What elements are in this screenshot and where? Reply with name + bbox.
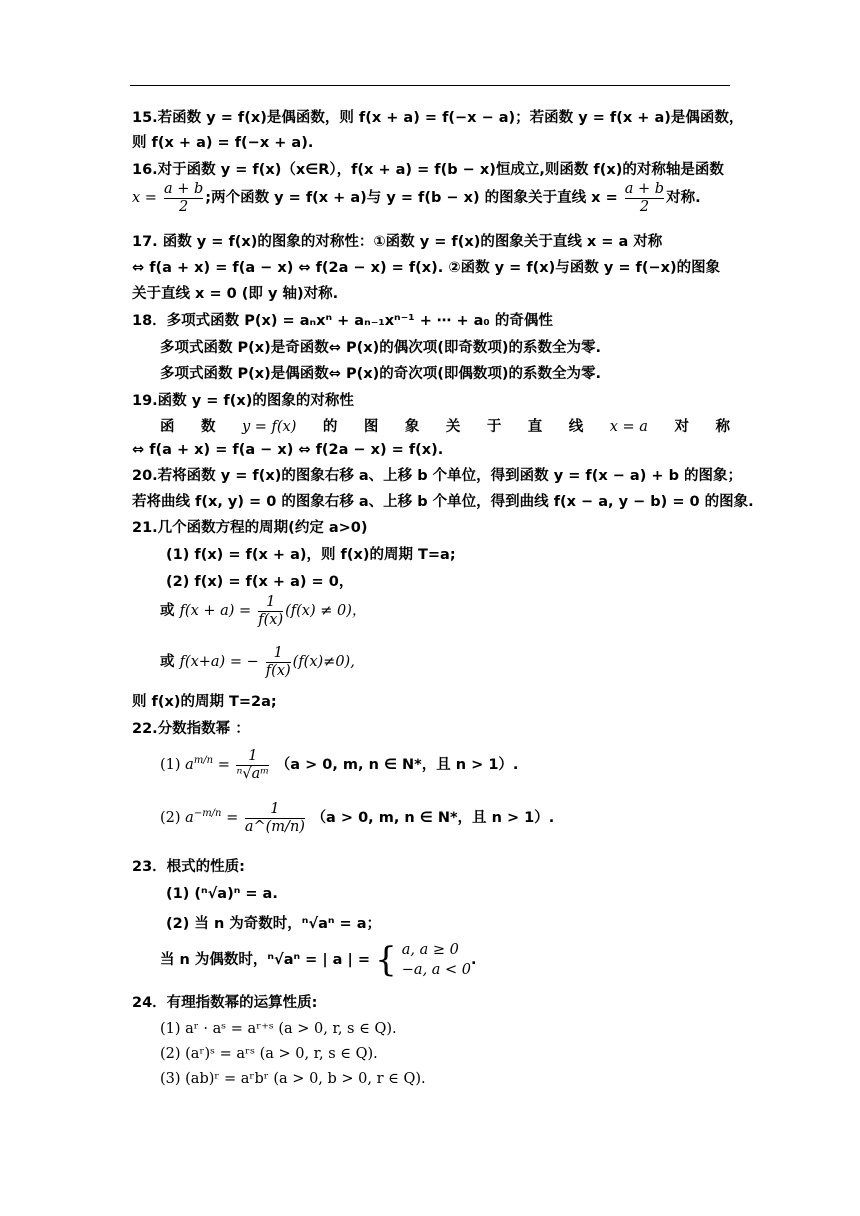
item-21-or-label: 或 [160, 603, 175, 619]
item-16-end-text: 对称. [666, 190, 701, 206]
item-19-word: 线 [568, 419, 584, 435]
fraction-numerator: 1 [266, 593, 276, 610]
item-16-line-2 [132, 180, 730, 216]
fraction-denominator: f(x) [265, 662, 291, 679]
item-19-word: 直 [527, 419, 543, 435]
item-21-or-label: 或 [160, 654, 175, 670]
item-21-case-2: (2) f(x) = f(x + a) = 0， [166, 574, 354, 590]
item-17-line-3: 关于直线 x = 0 (即 y 轴)对称. [132, 286, 339, 302]
item-19-line-1: 19.函数 y = f(x)的图象的对称性 [132, 393, 354, 409]
item-22-fraction-2 [245, 801, 305, 836]
item-21-case-3-cond: (f(x) ≠ 0)， [285, 603, 367, 619]
item-24-title: 24．有理指数幂的运算性质: [132, 995, 318, 1011]
item-16-x-eq: x = [132, 190, 157, 206]
formula-label: (2) [160, 810, 181, 826]
item-23-title: 23．根式的性质: [132, 859, 245, 875]
item-19-word: 关 [445, 419, 461, 435]
formula-label: (1) [160, 757, 181, 773]
item-19-word: 对 [674, 419, 689, 435]
item-17-line-2: ⇔ f(a + x) = f(a − x) ⇔ f(2a − x) = f(x). ②函数 y = f(x)与函数 y = f(−x)的图象 [132, 260, 721, 276]
left-brace-icon: { [375, 940, 397, 980]
item-16-mid-text: ;两个函数 y = f(x + a)与 y = f(b − x) 的图象关于直线 x = [205, 190, 618, 206]
fraction-numerator: 1 [273, 644, 283, 661]
item-23-rule-1: (1) (ⁿ√a)ⁿ = a. [166, 886, 278, 902]
power-base: a [185, 757, 194, 773]
item-16-fraction-2 [625, 181, 664, 216]
item-21-case-3-fraction [258, 594, 283, 629]
item-24-property-3: (3) (ab)ʳ = aʳbʳ (a > 0, b > 0, r ∈ Q). [160, 1071, 426, 1087]
fraction-denominator: f(x) [258, 611, 284, 628]
item-19-word: 的 [322, 419, 338, 435]
item-15-line-1: 15.若函数 y = f(x)是偶函数，则 f(x + a) = f(−x − a)；若函数 y = f(x + a)是偶函数， [132, 110, 744, 126]
item-19-word: y = f(x) [241, 419, 297, 435]
item-19-word: 象 [404, 419, 420, 435]
fraction-numerator: a + b [624, 180, 665, 197]
item-20-line-1: 20.若将函数 y = f(x)的图象右移 a、上移 b 个单位，得到函数 y = f(x − a) + b 的图象； [132, 468, 743, 484]
item-23-rule-3 [160, 938, 758, 982]
item-21-case-1: (1) f(x) = f(x + a)，则 f(x)的周期 T=a; [166, 547, 456, 563]
fraction-denominator: 2 [625, 198, 664, 216]
item-19-word: 函 [160, 419, 175, 435]
fraction-denominator: a^(m/n) [244, 818, 305, 835]
item-21-title: 21.几个函数方程的周期(约定 a>0) [132, 520, 368, 536]
power-exponent: −m/n [193, 808, 222, 820]
fraction-denominator: ⁿ√aᵐ [236, 765, 270, 782]
item-19-word: x = a [609, 419, 648, 435]
item-19-word: 图 [363, 419, 379, 435]
item-23-rule-3-end: . [471, 952, 477, 968]
item-21-case-4 [160, 644, 758, 680]
item-19-word: 数 [200, 419, 216, 435]
item-22-formula-2: (2) $a^{-m/n}$ = $\frac{1}{a\^{}(m/n)}$ （a > 0, m, n ∈ N*，且 n > 1）. [160, 800, 555, 835]
item-19-line-3: ⇔ f(a + x) = f(a − x) ⇔ f(2a − x) = f(x). [132, 442, 444, 458]
item-19-line-2 [160, 417, 730, 437]
power-exponent: m/n [193, 755, 214, 767]
power-base: a [185, 810, 194, 826]
piecewise-cases [402, 940, 471, 980]
item-21-case-3-lhs: f(x + a) = [179, 603, 252, 619]
case-line: −a, a < 0 [401, 962, 472, 978]
item-24-property-1: (1) aʳ · aˢ = aʳ⁺ˢ (a > 0, r, s ∈ Q). [160, 1021, 397, 1037]
item-21-conclusion: 则 f(x)的周期 T=2a; [132, 694, 277, 710]
header-rule [130, 85, 730, 86]
item-21-case-4-lhs: f(x+a) = − [179, 654, 259, 670]
item-23-rule-3-lhs: 当 n 为偶数时，ⁿ√aⁿ = | a | = [160, 952, 371, 968]
fraction-denominator: 2 [164, 198, 203, 216]
item-19-word: 称 [715, 419, 730, 435]
item-16-fraction [164, 181, 203, 216]
formula-condition: （a > 0, m, n ∈ N*，且 n > 1）. [311, 810, 555, 826]
case-line: a, a ≥ 0 [401, 942, 459, 958]
item-23-rule-2: (2) 当 n 为奇数时，ⁿ√aⁿ = a； [166, 916, 382, 932]
item-19-word: 于 [486, 419, 502, 435]
item-16-line-1: 16.对于函数 y = f(x)（x∈R），f(x + a) = f(b − x)恒成立,则函数 f(x)的对称轴是函数 [132, 162, 724, 178]
item-15-line-2: 则 f(x + a) = f(−x + a). [132, 135, 314, 151]
item-18-line-1: 18．多项式函数 P(x) = aₙxⁿ + aₙ₋₁xⁿ⁻¹ + ⋯ + a₀ 的奇偶性 [132, 313, 553, 329]
item-21-case-4-cond: (f(x)≠0), [292, 654, 355, 670]
item-22-fraction-1 [236, 748, 269, 783]
item-20-line-2: 若将曲线 f(x, y) = 0 的图象右移 a、上移 b 个单位，得到曲线 f(x − a, y − b) = 0 的图象. [132, 494, 754, 510]
fraction-numerator: 1 [270, 800, 280, 817]
item-22-formula-1: (1) $a^{m/n}$ = $\frac{1}{\text{ⁿ√aᵐ}}$ （a > 0, m, n ∈ N*，且 n > 1）. [160, 747, 519, 782]
item-21-case-3 [160, 593, 758, 629]
item-18-line-3: 多项式函数 P(x)是偶函数⇔ P(x)的奇次项(即偶数项)的系数全为零. [160, 366, 601, 382]
item-21-case-4-fraction [266, 645, 291, 680]
item-18-line-2: 多项式函数 P(x)是奇函数⇔ P(x)的偶次项(即奇数项)的系数全为零. [160, 340, 601, 356]
item-17-line-1: 17. 函数 y = f(x)的图象的对称性：①函数 y = f(x)的图象关于直线 x = a 对称 [132, 234, 663, 250]
item-22-title: 22.分数指数幂 ： [132, 721, 250, 737]
formula-condition: （a > 0, m, n ∈ N*，且 n > 1）. [275, 757, 519, 773]
fraction-numerator: a + b [164, 180, 204, 197]
item-24-property-2: (2) (aʳ)ˢ = aʳˢ (a > 0, r, s ∈ Q). [160, 1046, 378, 1062]
fraction-numerator: 1 [248, 747, 258, 764]
